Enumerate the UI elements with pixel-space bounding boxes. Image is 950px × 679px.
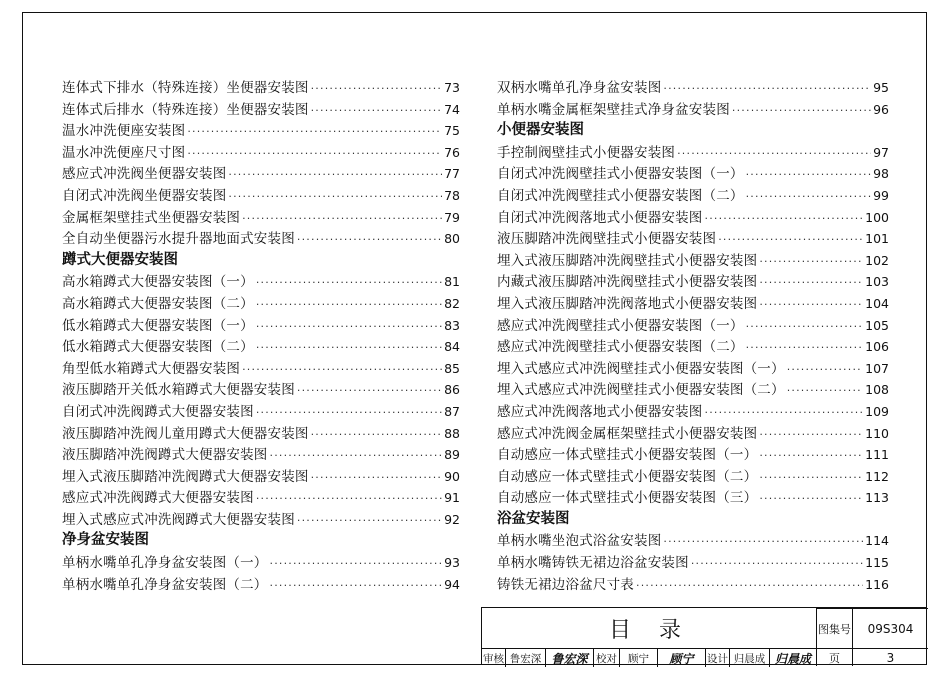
toc-entry-title: 金属框架壁挂式坐便器安装图 — [62, 209, 241, 226]
toc-entry[interactable] — [62, 358, 460, 380]
toc-entry-title: 低水箱蹲式大便器安装图（一） — [62, 317, 254, 334]
page-number: 3 — [852, 648, 928, 666]
toc-entry[interactable] — [497, 530, 889, 552]
toc-entry[interactable] — [497, 401, 889, 423]
toc-entry-title: 手控制阀壁挂式小便器安装图 — [497, 144, 676, 161]
toc-entry-page: 99 — [873, 187, 889, 203]
toc-entry-title: 感应式冲洗阀蹲式大便器安装图 — [62, 490, 254, 507]
toc-entry-page: 105 — [865, 317, 889, 333]
review-label: 审核 — [482, 649, 506, 667]
toc-entry[interactable] — [62, 487, 460, 509]
toc-entry-page: 92 — [444, 511, 460, 527]
dot-leader — [270, 553, 443, 575]
check-label: 校对 — [594, 649, 620, 667]
toc-entry[interactable] — [62, 228, 460, 250]
dot-leader — [311, 78, 442, 100]
toc-entry[interactable] — [62, 207, 460, 229]
toc-entry[interactable] — [62, 271, 460, 293]
dot-leader — [256, 272, 442, 294]
toc-entry[interactable] — [62, 423, 460, 445]
checker-name: 顾宁 — [620, 649, 658, 667]
toc-entry-title: 自动感应一体式壁挂式小便器安装图（一） — [497, 447, 758, 464]
toc-left-column — [62, 77, 460, 595]
toc-entry-title: 高水箱蹲式大便器安装图（一） — [62, 274, 254, 291]
toc-entry[interactable] — [497, 228, 889, 250]
toc-entry[interactable] — [62, 99, 460, 121]
dot-leader — [270, 445, 443, 467]
toc-entry-page: 108 — [865, 382, 889, 398]
toc-entry[interactable] — [62, 142, 460, 164]
dot-leader — [256, 316, 442, 338]
toc-entry-title: 埋入式感应式冲洗阀壁挂式小便器安装图（一） — [497, 360, 785, 377]
toc-entry-title: 单柄水嘴铸铁无裙边浴盆安装图 — [497, 555, 689, 572]
toc-entry-page: 106 — [865, 339, 889, 355]
toc-entry[interactable] — [62, 77, 460, 99]
toc-entry-title: 全自动坐便器污水提升器地面式安装图 — [62, 231, 295, 248]
dot-leader — [636, 575, 863, 597]
toc-entry[interactable] — [497, 466, 889, 488]
toc-entry-page: 78 — [444, 187, 460, 203]
designer-name: 归晨成 — [730, 649, 770, 667]
toc-entry[interactable] — [62, 552, 460, 574]
dot-leader — [759, 488, 863, 510]
toc-entry-page: 85 — [444, 360, 460, 376]
dot-leader — [746, 164, 871, 186]
toc-right-column — [497, 77, 889, 595]
dot-leader — [187, 121, 442, 143]
toc-entry-title: 埋入式液压脚踏冲洗阀壁挂式小便器安装图 — [497, 252, 758, 269]
toc-entry-page: 107 — [865, 360, 889, 376]
toc-entry-title: 液压脚踏冲洗阀壁挂式小便器安装图 — [497, 231, 717, 248]
dot-leader — [256, 402, 442, 424]
checker-signature: 顾宁 — [658, 649, 706, 667]
toc-entry-title: 自闭式冲洗阀壁挂式小便器安装图（一） — [497, 166, 744, 183]
dot-leader — [705, 402, 864, 424]
toc-entry-page: 115 — [865, 555, 889, 571]
toc-entry-page: 98 — [873, 166, 889, 182]
toc-entry-title: 低水箱蹲式大便器安装图（二） — [62, 339, 254, 356]
toc-entry-page: 81 — [444, 274, 460, 290]
toc-entry-title: 铸铁无裙边浴盆尺寸表 — [497, 576, 634, 593]
dot-leader — [228, 164, 442, 186]
toc-entry-page: 88 — [444, 425, 460, 441]
toc-entry[interactable] — [62, 574, 460, 596]
toc-entry-title: 液压脚踏冲洗阀蹲式大便器安装图 — [62, 447, 268, 464]
toc-entry[interactable] — [497, 487, 889, 509]
toc-entry[interactable] — [497, 379, 889, 401]
toc-entry-page: 89 — [444, 447, 460, 463]
toc-entry[interactable] — [62, 509, 460, 531]
design-label: 设计 — [706, 649, 730, 667]
toc-entry-title: 液压脚踏开关低水箱蹲式大便器安装图 — [62, 382, 295, 399]
dot-leader — [311, 100, 442, 122]
dot-leader — [705, 208, 864, 230]
toc-entry-page: 113 — [865, 490, 889, 506]
toc-entry[interactable] — [62, 185, 460, 207]
dot-leader — [759, 294, 863, 316]
toc-entry-page: 101 — [865, 231, 889, 247]
toc-entry-page: 116 — [865, 576, 889, 592]
toc-entry-page: 114 — [865, 533, 889, 549]
toc-entry-page: 94 — [444, 576, 460, 592]
toc-entry[interactable] — [62, 163, 460, 185]
toc-entry-title: 埋入式感应式冲洗阀蹲式大便器安装图 — [62, 511, 295, 528]
dot-leader — [732, 100, 871, 122]
toc-entry-page: 90 — [444, 468, 460, 484]
dot-leader — [297, 380, 442, 402]
dot-leader — [256, 294, 442, 316]
toc-entry-title: 感应式冲洗阀金属框架壁挂式小便器安装图 — [497, 425, 758, 442]
toc-entry-page: 84 — [444, 339, 460, 355]
toc-entry-title: 双柄水嘴单孔净身盆安装图 — [497, 80, 662, 96]
toc-entry-page: 103 — [865, 274, 889, 290]
toc-entry[interactable] — [497, 336, 889, 358]
toc-entry-title: 温水冲洗便座尺寸图 — [62, 144, 186, 161]
dot-leader — [759, 272, 863, 294]
toc-entry[interactable] — [497, 552, 889, 574]
dot-leader — [242, 208, 442, 230]
toc-entry-page: 100 — [865, 209, 889, 225]
toc-entry-title: 单柄水嘴金属框架壁挂式净身盆安装图 — [497, 101, 730, 118]
toc-entry-page: 79 — [444, 209, 460, 225]
dot-leader — [759, 467, 863, 489]
toc-entry-page: 76 — [444, 144, 460, 160]
dot-leader — [746, 186, 871, 208]
toc-entry[interactable] — [497, 250, 889, 272]
toc-entry-title: 自动感应一体式壁挂式小便器安装图（三） — [497, 490, 758, 507]
designer-signature: 归晨成 — [774, 651, 811, 666]
dot-leader — [718, 229, 863, 251]
dot-leader — [759, 251, 863, 273]
toc-entry[interactable] — [497, 315, 889, 337]
toc-entry[interactable] — [497, 163, 889, 185]
toc-entry-page: 97 — [873, 144, 889, 160]
toc-entry-title: 高水箱蹲式大便器安装图（二） — [62, 295, 254, 312]
toc-entry-page: 110 — [865, 425, 889, 441]
dot-leader — [787, 380, 863, 402]
dot-leader — [759, 424, 863, 446]
toc-entry-title: 角型低水箱蹲式大便器安装图 — [62, 360, 241, 377]
toc-entry-title: 自闭式冲洗阀壁挂式小便器安装图（二） — [497, 187, 744, 204]
toc-entry-page: 83 — [444, 317, 460, 333]
toc-entry-title: 自闭式冲洗阀落地式小便器安装图 — [497, 209, 703, 226]
toc-entry[interactable] — [497, 358, 889, 380]
toc-entry-title: 自动感应一体式壁挂式小便器安装图（二） — [497, 468, 758, 485]
toc-entry[interactable] — [497, 77, 889, 99]
toc-entry-title: 埋入式液压脚踏冲洗阀落地式小便器安装图 — [497, 295, 758, 312]
toc-entry-title: 内藏式液压脚踏冲洗阀壁挂式小便器安装图 — [497, 274, 758, 291]
toc-entry[interactable] — [62, 401, 460, 423]
toc-entry[interactable] — [497, 574, 889, 596]
dot-leader — [187, 143, 442, 165]
dot-leader — [256, 337, 442, 359]
section-heading: 净身盆安装图 — [62, 532, 149, 549]
toc-entry-page: 87 — [444, 403, 460, 419]
toc-entry-page: 112 — [865, 468, 889, 484]
toc-entry-title: 感应式冲洗阀壁挂式小便器安装图（一） — [497, 317, 744, 334]
document-title: 目录 — [608, 617, 709, 643]
dot-leader — [311, 424, 442, 446]
toc-entry[interactable] — [62, 315, 460, 337]
dot-leader — [297, 229, 442, 251]
dot-leader — [759, 445, 863, 467]
toc-entry[interactable] — [62, 293, 460, 315]
toc-entry[interactable] — [62, 444, 460, 466]
toc-entry-title: 感应式冲洗阀壁挂式小便器安装图（二） — [497, 339, 744, 356]
toc-entry-page: 102 — [865, 252, 889, 268]
toc-entry[interactable] — [497, 293, 889, 315]
section-heading: 蹲式大便器安装图 — [62, 251, 178, 268]
dot-leader — [746, 316, 864, 338]
dot-leader — [270, 575, 443, 597]
toc-entry-title: 单柄水嘴单孔净身盆安装图（一） — [62, 555, 268, 572]
toc-entry[interactable] — [62, 379, 460, 401]
reviewer-signature: 鲁宏深 — [546, 649, 594, 667]
toc-entry-page: 96 — [873, 101, 889, 117]
toc-entry-page: 77 — [444, 166, 460, 182]
toc-entry-title: 埋入式液压脚踏冲洗阀蹲式大便器安装图 — [62, 468, 309, 485]
toc-entry-page: 75 — [444, 123, 460, 139]
atlas-number: 09S304 — [852, 608, 928, 648]
toc-entry[interactable] — [62, 336, 460, 358]
atlas-number-label: 图集号 — [816, 608, 852, 648]
toc-entry-page: 74 — [444, 101, 460, 117]
toc-entry-title: 单柄水嘴单孔净身盆安装图（二） — [62, 576, 268, 593]
dot-leader — [663, 78, 871, 100]
toc-entry-title: 温水冲洗便座安装图 — [62, 123, 186, 140]
toc-entry[interactable] — [497, 185, 889, 207]
signature-row — [482, 648, 816, 667]
toc-entry-page: 86 — [444, 382, 460, 398]
toc-entry-title: 液压脚踏冲洗阀儿童用蹲式大便器安装图 — [62, 425, 309, 442]
dot-leader — [311, 467, 442, 489]
dot-leader — [677, 143, 871, 165]
toc-entry[interactable] — [62, 466, 460, 488]
toc-entry-page: 80 — [444, 231, 460, 247]
toc-entry[interactable] — [497, 99, 889, 121]
toc-entry-title: 埋入式感应式冲洗阀壁挂式小便器安装图（二） — [497, 382, 785, 399]
toc-entry-title: 连体式下排水（特殊连接）坐便器安装图 — [62, 80, 309, 96]
dot-leader — [746, 337, 864, 359]
title-block — [481, 607, 927, 665]
toc-entry-page: 111 — [865, 447, 889, 463]
dot-leader — [256, 488, 442, 510]
toc-entry[interactable] — [497, 271, 889, 293]
section-heading: 小便器安装图 — [497, 122, 584, 139]
dot-leader — [228, 186, 442, 208]
dot-leader — [663, 531, 863, 553]
toc-entry-page: 82 — [444, 295, 460, 311]
toc-entry[interactable] — [497, 444, 889, 466]
toc-entry-title: 感应式冲洗阀落地式小便器安装图 — [497, 403, 703, 420]
toc-entry-page: 109 — [865, 403, 889, 419]
section-heading: 浴盆安装图 — [497, 510, 570, 527]
toc-entry-title: 感应式冲洗阀坐便器安装图 — [62, 166, 227, 183]
page-label: 页 — [816, 648, 852, 666]
toc-entry-title: 自闭式冲洗阀蹲式大便器安装图 — [62, 403, 254, 420]
toc-entry[interactable] — [497, 207, 889, 229]
toc-entry[interactable] — [497, 142, 889, 164]
toc-entry-page: 93 — [444, 555, 460, 571]
reviewer-name: 鲁宏深 — [506, 649, 546, 667]
toc-entry-title: 自闭式冲洗阀坐便器安装图 — [62, 187, 227, 204]
dot-leader — [787, 359, 863, 381]
toc-entry-page: 104 — [865, 295, 889, 311]
dot-leader — [691, 553, 863, 575]
toc-entry-page: 91 — [444, 490, 460, 506]
toc-entry-page: 95 — [873, 80, 889, 95]
toc-entry-page: 73 — [444, 80, 460, 95]
dot-leader — [297, 510, 442, 532]
dot-leader — [242, 359, 442, 381]
toc-entry[interactable] — [497, 423, 889, 445]
toc-entry-title: 连体式后排水（特殊连接）坐便器安装图 — [62, 101, 309, 118]
toc-entry[interactable] — [62, 120, 460, 142]
toc-entry-title: 单柄水嘴坐泡式浴盆安装图 — [497, 533, 662, 550]
